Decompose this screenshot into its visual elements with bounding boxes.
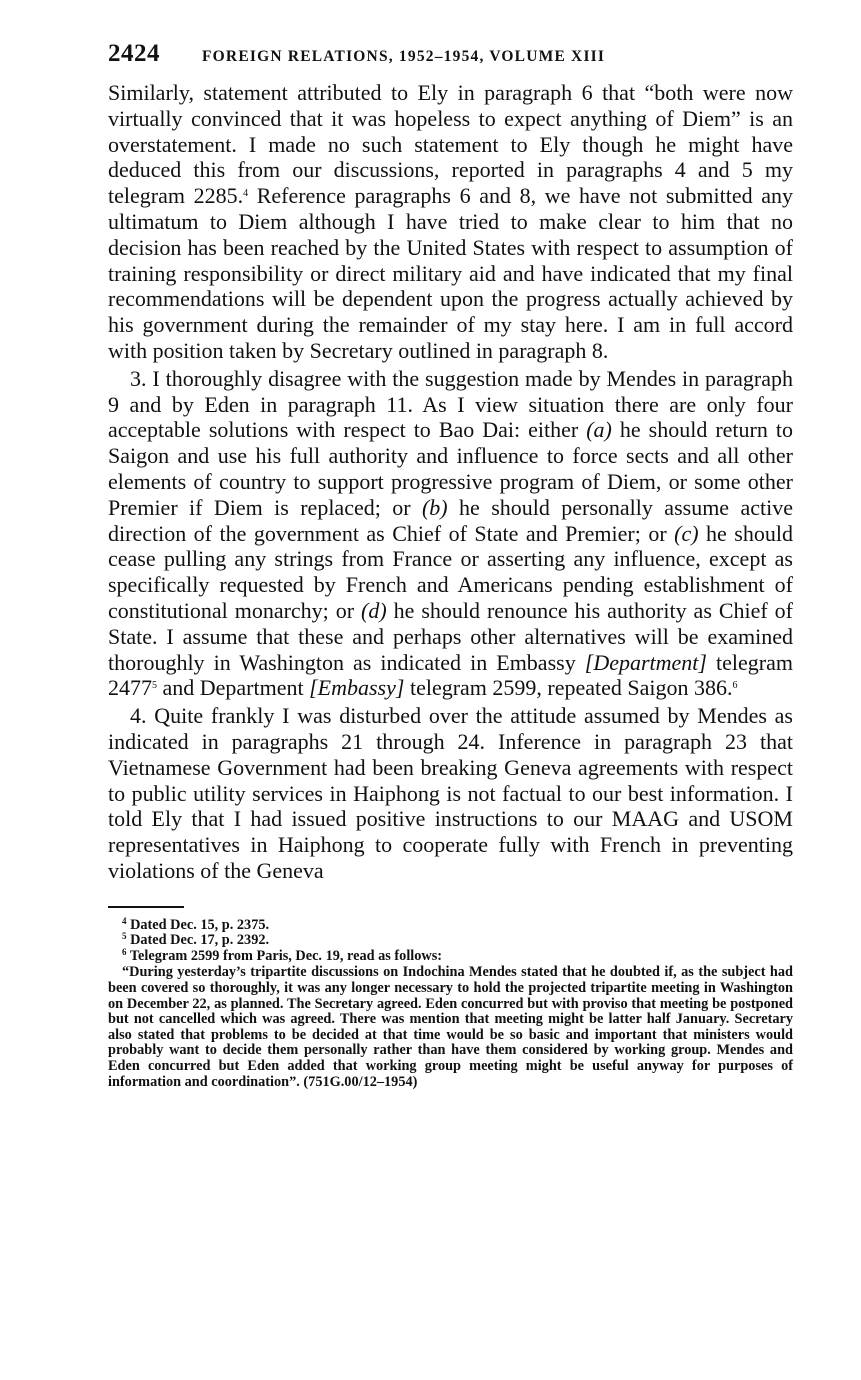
running-head-title: FOREIGN RELATIONS, 1952–1954, VOLUME XIII — [202, 48, 606, 65]
paragraph-text: 3. I thoroughly disagree with the suggestion made by Mendes in paragraph 9 and by Eden in paragraph 11. As I view situation there are only four acceptable solutions with respect to Bao Dai: either — [108, 365, 793, 443]
footnote-text: Telegram 2599 from Paris, Dec. 19, read as follows: — [129, 947, 443, 964]
paragraph-text: he should cease pulling any strings from France or asserting any influence, except as specifically requested by French and Americans pending establishment of constitutional monarchy; or — [108, 520, 793, 623]
editorial-correction-department: [Department] — [584, 649, 707, 675]
footnotes — [122, 915, 793, 965]
body-paragraph-3 — [108, 703, 793, 884]
paragraph-text: Similarly, statement attributed to Ely in paragraph 6 that “both were now virtually convinced that it was hopeless to expect anything of Diem” is an overstatement. I made no such statement to Ely though he might have deduced this from our discussions, reported in paragraphs 4 and 5 my telegram 2285. — [108, 80, 793, 209]
footnote-ref-5: 5 — [152, 680, 157, 692]
running-head — [108, 40, 793, 80]
paragraph-text: Reference paragraphs 6 and 8, we have not submitted any ultimatum to Diem although I have tried to make clear to him that no decision has been reached by the United States with respect to assumption of training responsibility or direct military aid and have indicated that my final recommendations will be dependent upon the progress actually achieved by his government during the remainder of my stay here. I am in full accord with position taken by Secretary outlined in paragraph 8. — [108, 183, 793, 363]
editorial-correction-embassy: [Embassy] — [309, 675, 405, 701]
footnote-text: Dated Dec. 17, p. 2392. — [130, 932, 270, 949]
footnote-6 — [122, 946, 793, 965]
footnote-mark: 4 — [122, 915, 127, 926]
footnote-6-quote: “During yesterday’s tripartite discussions on Indochina Mendes stated that he doubted if, as the subject had been covered so thoroughly, it was any longer necessary to hold the projected tripartite meeting in Washington on December 22, as planned. The Secretary agreed. Eden concurred but with proviso that meeting be postponed but not cancelled which was agreed. There was mention that meeting might be latter half January. Secretary also stated that problems to be decided at that time would be so basic and important that ministers would probably want to decide them personally rather than have them considered by working group. Mendes and Eden concurred but Eden added that working group meeting might be useful anyway for purposes of information and coordination”. (751G.00/12–1954) — [108, 964, 793, 1090]
footnote-divider — [108, 906, 184, 908]
option-label-d: (d) — [361, 597, 387, 623]
footnote-4 — [122, 915, 793, 934]
option-label-a: (a) — [586, 417, 612, 443]
footnote-5 — [122, 933, 793, 949]
paragraph-text: he should renounce his authority as Chief of State. I assume that these and perhaps other alternatives will be examined thoroughly in Washington as indicated in Embassy — [108, 597, 793, 675]
option-label-c: (c) — [674, 520, 699, 546]
footnote-text: Dated Dec. 15, p. 2375. — [130, 916, 270, 933]
paragraph-text: and Department — [157, 675, 310, 701]
document-page — [108, 40, 793, 1090]
footnote-ref-4: 4 — [243, 188, 249, 200]
page-number: 2424 — [108, 40, 160, 67]
paragraph-text: 4. Quite frankly I was disturbed over the attitude assumed by Mendes as indicated in paragraphs 21 through 24. Inference in paragraph 23 that Vietnamese Government had been breaking Geneva agreements with respect to public utility services in Haiphong is not factual to our best information. I told Ely that I had issued positive instructions to our MAAG and USOM representatives in Haiphong to cooperate fully with French in preventing violations of the Geneva — [108, 703, 793, 883]
paragraph-text: telegram 2477 — [108, 649, 794, 701]
paragraph-text: telegram 2599, repeated Saigon 386. — [404, 675, 733, 701]
footnote-ref-6: 6 — [732, 680, 738, 692]
footnote-mark: 6 — [122, 946, 127, 957]
option-label-b: (b) — [421, 494, 448, 520]
body-paragraph-2 — [108, 366, 793, 701]
paragraph-text: he should return to Saigon and use his full authority and influence to force sects and all other elements of country to support progressive program of Diem, or some other Premier if Diem is replaced; or — [108, 417, 793, 520]
paragraph-text: he should personally assume active direction of the government as Chief of State and Premier; or — [108, 494, 793, 546]
body-paragraph-1 — [108, 80, 793, 364]
footnote-mark: 5 — [122, 931, 127, 942]
